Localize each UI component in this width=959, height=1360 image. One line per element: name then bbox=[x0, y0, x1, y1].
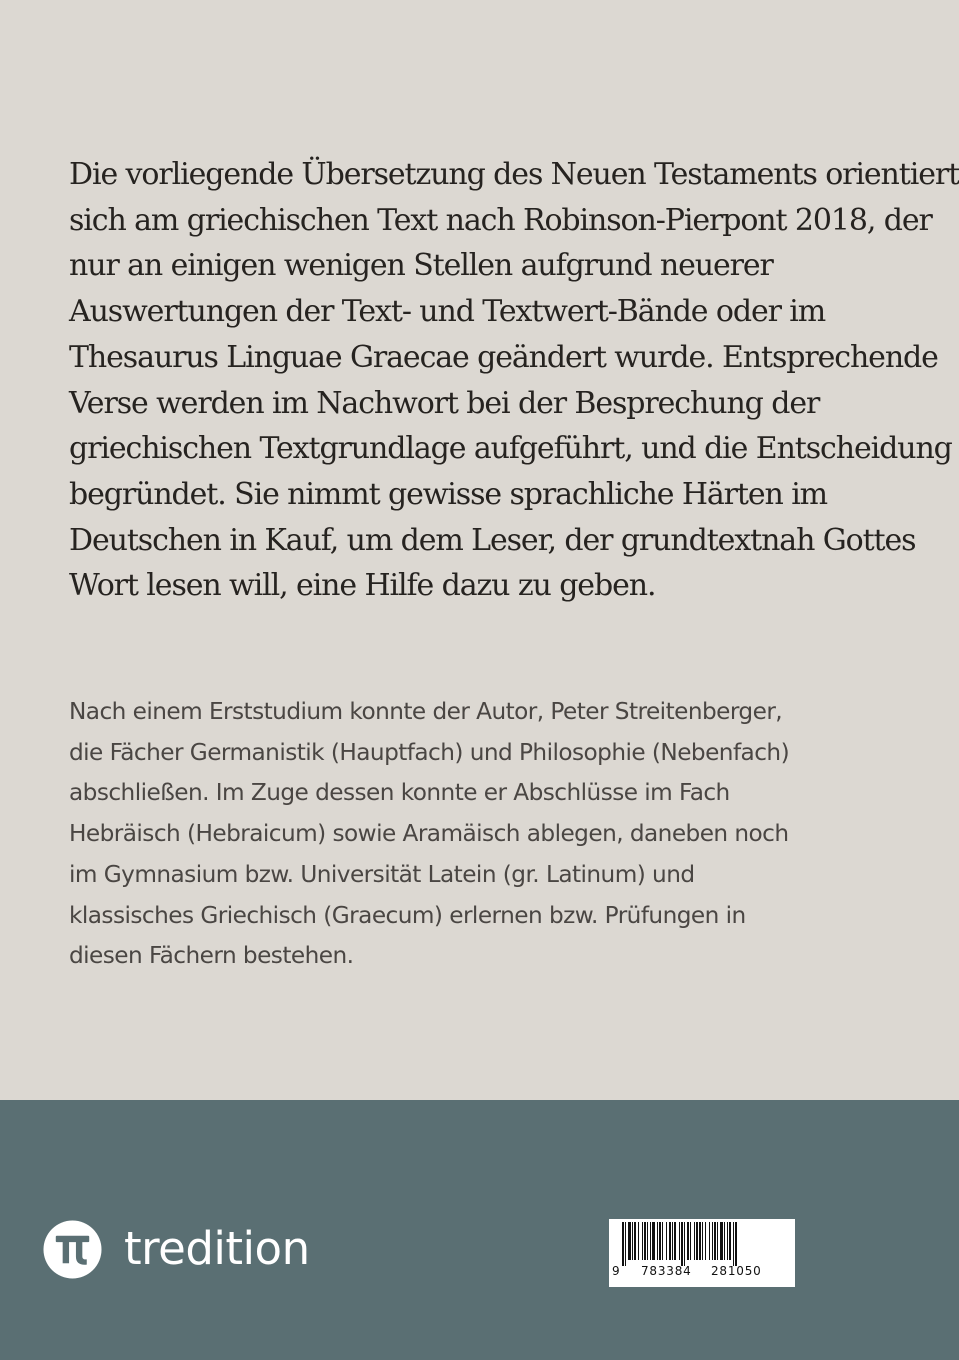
author-bio-line: abschließen. Im Zuge dessen konnte er Abschlüsse im Fach bbox=[69, 779, 730, 807]
blurb-line: Verse werden im Nachwort bei der Besprechung der bbox=[69, 385, 820, 421]
isbn-barcode bbox=[609, 1219, 795, 1287]
author-bio-line: im Gymnasium bzw. Universität Latein (gr. Latinum) und bbox=[69, 860, 695, 888]
author-bio-line: Hebräisch (Hebraicum) sowie Aramäisch ablegen, daneben noch bbox=[69, 820, 789, 848]
isbn-right-group: 281050 bbox=[711, 1264, 762, 1278]
blurb-line: Die vorliegende Übersetzung des Neuen Testaments orientiert bbox=[69, 157, 959, 192]
blurb-line: sich am griechischen Text nach Robinson-Pierpont 2018, der bbox=[69, 202, 932, 238]
blurb-line: Thesaurus Linguae Graecae geändert wurde. Entsprechende bbox=[69, 339, 938, 375]
blurb-line: Wort lesen will, eine Hilfe dazu zu geben. bbox=[69, 568, 656, 604]
author-bio-line: diesen Fächern bestehen. bbox=[69, 942, 354, 970]
blurb-line: Auswertungen der Text- und Textwert-Bände oder im bbox=[69, 294, 826, 330]
tredition-logo-icon bbox=[43, 1220, 102, 1279]
author-bio-line: die Fächer Germanistik (Hauptfach) und Philosophie (Nebenfach) bbox=[69, 738, 790, 766]
isbn-first-digit: 9 bbox=[612, 1264, 620, 1278]
author-bio-line: Nach einem Erststudium konnte der Autor, Peter Streitenberger, bbox=[69, 698, 783, 725]
blurb-line: griechischen Textgrundlage aufgeführt, und die Entscheidung bbox=[69, 431, 952, 467]
publisher-name: tredition bbox=[124, 1222, 310, 1275]
author-bio bbox=[69, 692, 919, 977]
publisher-logo bbox=[43, 1219, 310, 1279]
author-bio-line: klassisches Griechisch (Graecum) erlernen bzw. Prüfungen in bbox=[69, 901, 746, 929]
barcode-icon bbox=[612, 1222, 792, 1266]
blurb-line: begründet. Sie nimmt gewisse sprachliche Härten im bbox=[69, 476, 828, 512]
isbn-left-group: 783384 bbox=[641, 1264, 692, 1278]
book-blurb bbox=[69, 152, 959, 609]
blurb-line: nur an einigen wenigen Stellen aufgrund neuerer bbox=[69, 248, 773, 284]
blurb-line: Deutschen in Kauf, um dem Leser, der grundtextnah Gottes bbox=[69, 522, 916, 558]
